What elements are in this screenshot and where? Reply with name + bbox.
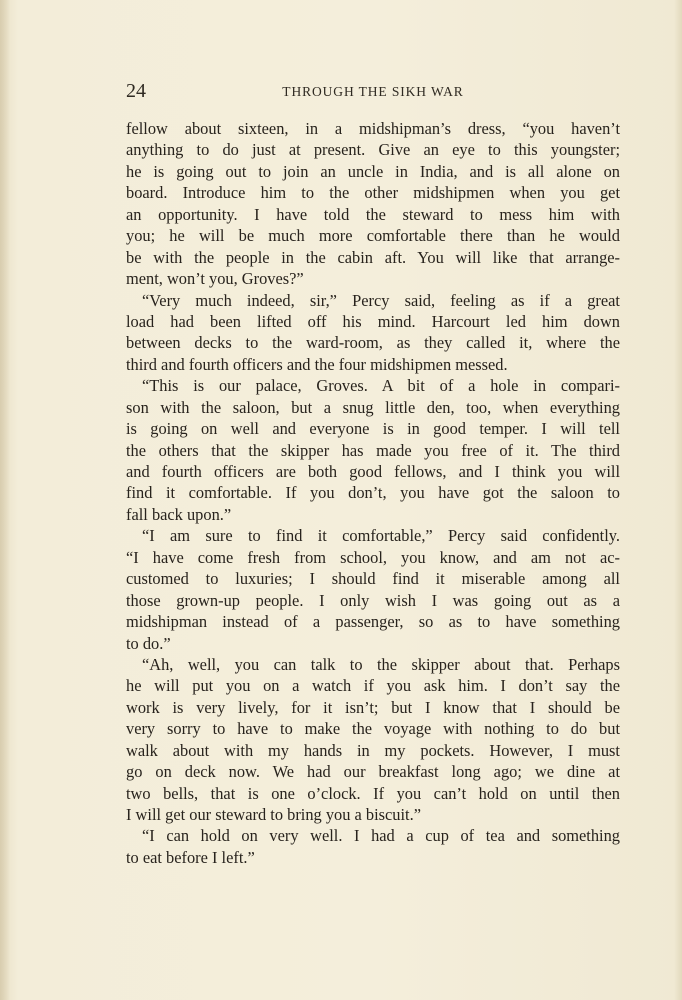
page-header <box>126 78 620 108</box>
text-line: between decks to the ward-room, as they called it, where the <box>126 333 620 353</box>
text-line: “Very much indeed, sir,” Percy said, feeling as if a great <box>142 290 620 310</box>
text-line: son with the saloon, but a snug little den, too, when everything <box>126 397 620 417</box>
text-line: “I have come fresh from school, you know, and am not ac- <box>126 547 620 567</box>
body-text <box>126 118 620 868</box>
text-line: go on deck now. We had our breakfast long ago; we dine at <box>126 762 620 782</box>
text-line: he will put you on a watch if you ask him. I don’t say the <box>126 676 620 696</box>
text-line: find it comfortable. If you don’t, you have got the saloon to <box>126 483 620 503</box>
text-line: “Ah, well, you can talk to the skipper about that. Perhaps <box>142 654 620 674</box>
text-line: “I am sure to find it comfortable,” Percy said confidently. <box>142 526 620 546</box>
text-line: work is very lively, for it isn’t; but I know that I should be <box>126 697 620 717</box>
text-line: “This is our palace, Groves. A bit of a hole in compari- <box>142 376 620 396</box>
text-line: those grown-up people. I only wish I was going out as a <box>126 590 620 610</box>
text-line: he is going out to join an uncle in India, and is all alone on <box>126 161 620 181</box>
text-line: to do.” <box>126 633 171 653</box>
page-number: 24 <box>126 80 146 102</box>
text-line: I will get our steward to bring you a biscuit.” <box>126 805 421 824</box>
text-line: is going on well and everyone is in good temper. I will tell <box>126 419 620 439</box>
running-title: THROUGH THE SIKH WAR <box>282 84 464 99</box>
text-line: two bells, that is one o’clock. If you can’t hold on until then <box>126 783 620 803</box>
text-line: “I can hold on very well. I had a cup of tea and something <box>142 826 620 846</box>
text-line: customed to luxuries; I should find it miserable among all <box>126 569 620 589</box>
text-line: to eat before I left.” <box>126 847 255 867</box>
text-line: midshipman instead of a passenger, so as to have something <box>126 612 620 632</box>
gutter-shadow <box>0 0 10 1000</box>
text-line: third and fourth officers and the four midshipmen messed. <box>126 354 508 374</box>
text-line: load had been lifted off his mind. Harcourt led him down <box>126 311 620 331</box>
text-line: the others that the skipper has made you free of it. The third <box>126 440 620 460</box>
page-edge-shadow <box>674 0 682 1000</box>
text-line: ment, won’t you, Groves?” <box>126 269 304 289</box>
text-line: board. Introduce him to the other midshipmen when you get <box>126 183 620 203</box>
text-line: fall back upon.” <box>126 504 232 524</box>
text-line: walk about with my hands in my pockets. However, I must <box>126 740 620 760</box>
text-line: fellow about sixteen, in a midshipman’s dress, “you haven’t <box>126 119 620 138</box>
text-line: be with the people in the cabin aft. You will like that arrange- <box>126 247 620 267</box>
text-line: very sorry to have to make the voyage with nothing to do but <box>126 719 620 739</box>
text-line: and fourth officers are both good fellows, and I think you will <box>126 462 620 481</box>
text-line: anything to do just at present. Give an eye to this youngster; <box>126 140 620 160</box>
text-line: an opportunity. I have told the steward to mess him with <box>126 204 620 224</box>
text-line: you; he will be much more comfortable there than he would <box>126 226 620 246</box>
